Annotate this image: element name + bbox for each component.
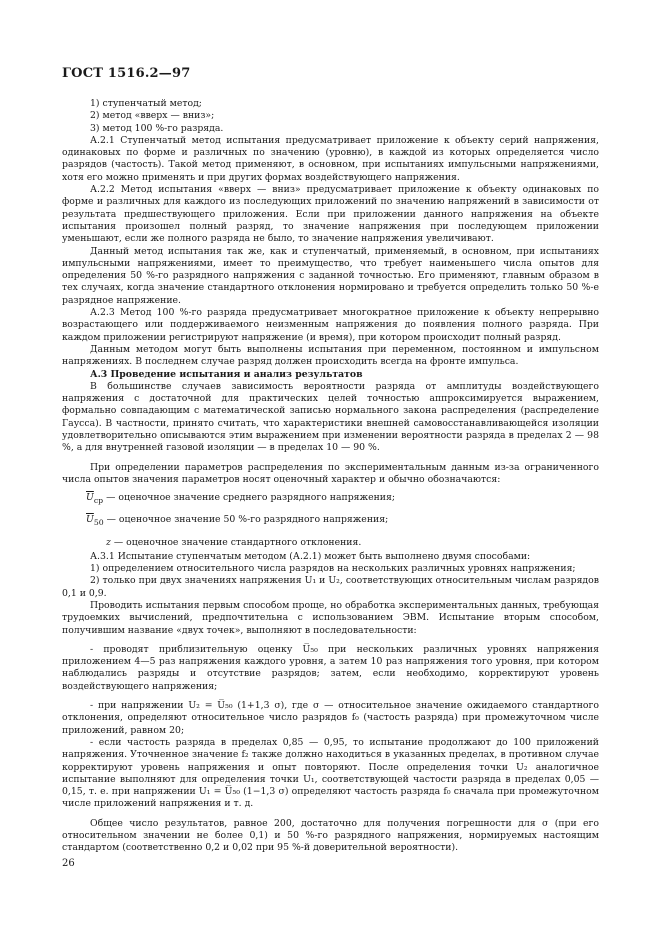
way-1: 1) определением относительного числа разрядов на нескольких различных уровнях напряжения; bbox=[90, 563, 576, 575]
symbol-z: z bbox=[106, 536, 111, 548]
section-heading-a3: А.3 Проведение испытания и анализ результатов bbox=[90, 368, 363, 380]
paragraph-a3-1: В большинстве случаев зависимость вероятности разряда от амплитуды воздействующего напряжения с достаточной для практических целей точностью аппроксимируется выражением, формально совпадающим с математической записью нормального закона распределения (распределение Гаусса). В частности, принято считать, что характеристики внешней самовосстанавливающейся изоляции удовлетворительно описываются этим выражением при изменении вероятности разряда в пределах 2 — 98 %, а для внутренней газовой изоляции — в пределах 10 — 90 %. bbox=[62, 380, 599, 454]
paragraph-a3-5: Общее число результатов, равное 200, достаточно для получения погрешности для σ (при его относительном значении не более 0,1) и 50 %-го разрядного напряжения, нормируемых настоящим стандартом (соответственно 0,2 и 0,02 при 95 %-й доверительной вероятности). bbox=[62, 817, 599, 854]
symbol-u: $\overline{U}$ bbox=[86, 492, 94, 504]
paragraph-a3-3: А.3.1 Испытание ступенчатым методом (А.2.1) может быть выполнено двумя способами: bbox=[90, 550, 531, 562]
estimate-text: — оценочное значение среднего разрядного напряжения; bbox=[103, 492, 395, 504]
list-item: 2) метод «вверх — вниз»; bbox=[90, 110, 215, 122]
estimate-sigma-line bbox=[62, 537, 599, 549]
subscript: 50 bbox=[93, 518, 104, 528]
document-body bbox=[62, 98, 599, 855]
subscript: ср bbox=[93, 496, 104, 506]
list-item: 1) ступенчатый метод; bbox=[90, 98, 202, 109]
page-number: 26 bbox=[62, 858, 75, 869]
estimate-50-line bbox=[62, 514, 599, 529]
paragraph-a2-2: А.2.2 Метод испытания «вверх — вниз» предусматривает приложение к объекту одинаковых по форме и различных для каждого из последующих приложений по значению напряжений в зависимости от результата предшествующего приложения. Если при приложении данного напряжения на объекте испытания произошел полный разряд, то значение напряжения при последующем приложении уменьшают, если же полного разряда не было, то значение напряжения увеличивают. bbox=[62, 184, 599, 245]
list-item: 3) метод 100 %-го разряда. bbox=[90, 122, 224, 134]
symbol-u: $\overline{U}$ bbox=[86, 514, 94, 526]
estimate-text: — оценочное значение стандартного отклонения. bbox=[110, 536, 362, 548]
step-2: - при напряжении U₂ = U̅₅₀ (1+1,3 σ), где σ — относительное значение ожидаемого стандартного отклонения, определяют относительное число разрядов f₀ (частость разряда) при промежуточном числе приложений, равном 20; bbox=[62, 700, 599, 736]
way-2: 2) только при двух значениях напряжения U₁ и U₂, соответствующих относительным числам разрядов 0,1 и 0,9. bbox=[62, 575, 599, 599]
paragraph-a3-2: При определении параметров распределения по экспериментальным данным из-за ограниченного числа опытов значения параметров носят оценочный характер и обычно обозначаются: bbox=[62, 461, 599, 485]
standard-header: ГОСТ 1516.2—97 bbox=[62, 66, 191, 81]
paragraph-a2-1: А.2.1 Ступенчатый метод испытания предусматривает приложение к объекту серий напряжения, одинаковых по форме и различных по значению (уровню), в каждой из которых определяется число разрядов (частость). Такой метод применяют, в основном, при испытаниях импульсными напряжениями, хотя его можно применять и при других формах воздействующего напряжения. bbox=[62, 134, 599, 183]
paragraph-a2-2b: Данный метод испытания так же, как и ступенчатый, применяемый, в основном, при испытаниях импульсными напряжениями, имеет то преимущество, что требует наименьшего числа опытов для определения 50 %-го разрядного напряжения с заданной точностью. Его применяют, главным образом в тех случаях, когда значение стандартного отклонения нормировано и требуется определить только 50 %-е разрядное напряжение. bbox=[62, 245, 599, 306]
paragraph-a2-3b: Данным методом могут быть выполнены испытания при переменном, постоянном и импульсном напряжениях. В последнем случае разряд должен происходить всегда на фронте импульса. bbox=[62, 343, 599, 368]
paragraph-a2-3: А.2.3 Метод 100 %-го разряда предусматривает многократное приложение к объекту непрерывно возрастающего или поддерживаемого неизменным напряжения до появления полного разряда. При каждом приложении регистрируют напряжение (и время), при котором происходит полный разряд. bbox=[62, 307, 599, 343]
step-1: - проводят приблизительную оценку U̅₅₀ при нескольких различных уровнях напряжения приложением 4—5 раз напряжения каждого уровня, а затем 10 раз напряжения того уровня, при котором наблюдались разряды и отсутствие разрядов; затем, если необходимо, корректируют уровень воздействующего напряжения; bbox=[62, 643, 599, 692]
estimate-text: — оценочное значение 50 %-го разрядного напряжения; bbox=[103, 514, 389, 526]
paragraph-a3-4: Проводить испытания первым способом проще, но обработка экспериментальных данных, требующая трудоемких вычислений, предпочтительна с использованием ЭВМ. Испытание вторым способом, получившим название «двух точек», выполняют в последовательности: bbox=[62, 600, 599, 636]
step-3: - если частость разряда в пределах 0,85 — 0,95, то испытание продолжают до 100 приложений напряжения. Уточненное значение f₂ также должно находиться в указанных пределах, в противном случае корректируют уровень напряжения и опыт повторяют. После определения точки U₂ аналогичное испытание выполняют для определения точки U₁, соответствующей частости разряда в пределах 0,05 — 0,15, т. е. при напряжении U₁ = U̅₅₀ (1−1,3 σ) определяют частость разряда f₀ сначала при промежуточном числе приложений напряжения и т. д. bbox=[62, 736, 599, 810]
estimate-mean-line bbox=[62, 492, 599, 507]
